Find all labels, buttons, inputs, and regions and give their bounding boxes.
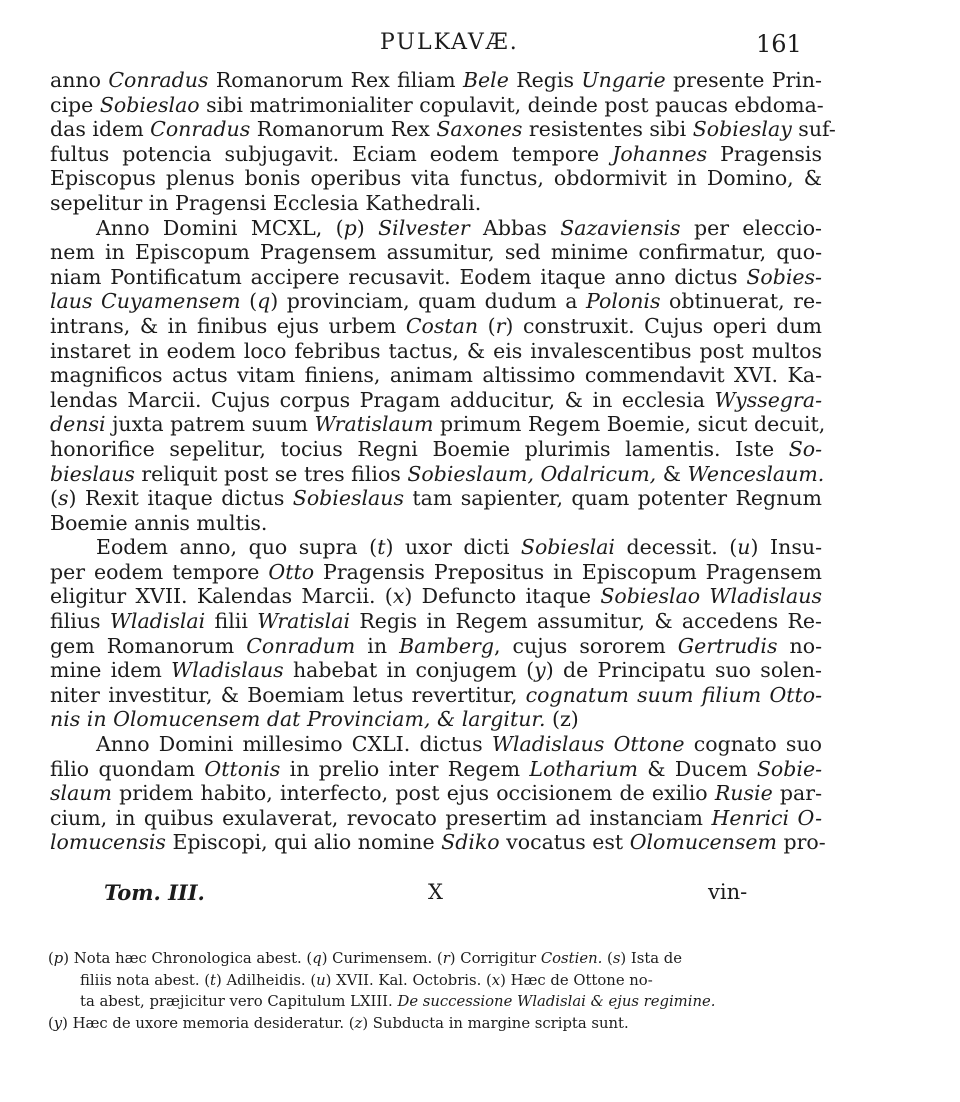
text-line-segment: So- [788,436,822,461]
text-line-segment: Sobieslao Wladislaus [600,584,822,609]
text-line-segment: cipe [50,92,100,117]
text-line-segment: Episcopi, qui alio nomine [165,830,442,855]
text-line-segment: & [656,461,688,486]
text-line-segment: lendas Marcii. Cujus corpus Pragam adducitur, & in ecclesia [50,387,715,412]
text-line-segment: in prelio inter Regem [280,756,530,781]
text-line-segment: mine idem [50,658,172,683]
text-line [50,142,822,167]
text-line-segment: Ottonis [204,756,281,781]
text-line-segment: ) Rexit itaque dictus [68,486,293,511]
text-line-segment: Wladislaus Ottone [491,732,685,757]
text-line [50,289,822,314]
text-line-segment: Episcopus plenus bonis operibus vita functus, obdormivit in Domino, & [50,166,822,191]
footnote-line-segment: q [312,950,322,967]
text-line [50,412,826,437]
signature-mark: X [428,880,443,904]
text-line-segment: Sazaviensis [560,215,681,240]
footnote-line-segment: ( [602,950,613,967]
footnote-line-segment: ( [48,950,54,967]
text-line-segment: Pragensis Prepositus in Episcopum Pragensem [314,559,822,584]
text-line-segment: presente Prin- [665,68,822,92]
text-line-segment: cognatum suum filium Otto- [525,682,822,707]
text-line-segment: Romanorum Rex filiam [208,68,463,92]
text-line-segment: Ungarie [581,68,666,92]
text-line-segment: Sobieslao [99,92,200,117]
text-line-segment: anno [50,68,109,92]
footnote-line-segment: filiis nota abest. ( [80,971,211,989]
text-line-segment: Wladislai [109,609,206,634]
footnote-line-segment: ta abest, præjicitur vero Capitulum LXIII. [80,993,398,1011]
text-line [50,216,822,241]
text-line [50,68,822,93]
text-line [50,166,822,191]
text-line-segment: Wyssegra- [714,387,822,412]
footnote-line-segment: p [53,950,64,967]
footnote-line [48,991,792,1013]
text-line-segment: nis in Olomucensem dat Provinciam, & largitur. [50,707,546,732]
text-line [50,93,822,118]
text-line-segment: Anno Domini MCXL, ( [96,215,344,240]
footnote-line-segment: ) Corrigitur [449,950,541,967]
text-line-segment: honorifice sepelitur, tocius Regni Boemie plurimis lamentis. Iste [50,436,789,461]
text-line-segment: niam Pontificatum accipere recusavit. Eodem itaque anno dictus [50,264,747,289]
text-line-segment: sibi matrimonialiter copulavit, deinde post paucas ebdoma- [199,92,824,117]
text-line-segment: laus Cuyamensem [50,289,241,314]
text-line-segment: densi [50,412,106,437]
text-line-segment: bieslaus [50,461,135,486]
text-line-segment: sepelitur in Pragensi Ecclesia Kathedrali. [50,190,482,215]
text-line [50,117,836,142]
footnote-line-segment: De successione Wladislai & ejus regimine. [397,993,716,1011]
text-line-segment: Sobieslaus [292,486,404,511]
text-line-segment: r [495,313,506,338]
text-line-segment: Henrici O- [711,805,822,830]
text-line-segment: tam sapienter, quam potenter Regnum [404,486,822,511]
text-line-segment: Gertrudis [677,633,778,658]
text-line [50,437,822,462]
text-line [50,240,822,265]
text-line-segment: lomucensis [50,830,166,855]
text-line-segment: & Ducem [637,756,757,781]
text-line-segment: filius [50,609,110,634]
footnote-line-segment: ) Ista de [620,950,683,967]
text-line-segment: Conradus [108,68,209,92]
text-line-segment: p [343,215,357,240]
text-line-segment: ) Insu- [750,535,822,560]
text-line-segment: q [257,289,271,314]
footnote-line-segment: ) Nota hæc Chronologica abest. ( [63,950,313,967]
text-line-segment: gem Romanorum [50,633,247,658]
text-line-segment: Wratislai [257,609,351,634]
text-line [50,830,826,855]
text-line-segment: pridem habito, interfecto, post ejus occisionem de exilio [111,781,715,806]
text-line-segment: ) provinciam, quam dudum a [270,289,587,314]
footnote-line-segment: u [316,971,326,989]
main-text [50,68,836,855]
text-line-segment: Conradum [246,633,356,658]
text-line-segment: Lotharium [529,756,638,781]
text-line [50,806,822,831]
page-header [0,28,960,68]
text-line-segment: u [737,535,751,560]
text-line-segment: ) uxor dicti [385,535,521,560]
footnote-line-segment: z [354,1014,363,1032]
text-line-segment: t [377,535,386,560]
text-line [50,314,822,339]
footnote-line-segment: ( [48,1014,54,1032]
text-line-segment: intrans, & in finibus ejus urbem [50,313,406,338]
text-line-segment: Sobieslai [520,535,615,560]
text-line-segment: s [58,486,69,511]
text-line [50,707,822,732]
text-line-segment: filii [205,609,258,634]
text-line-segment: Sobies- [746,264,822,289]
text-line [50,265,822,290]
page-number: 161 [756,30,802,58]
text-line-segment: x [392,584,405,609]
text-line [50,363,822,388]
text-line-segment: Sobie- [756,756,822,781]
text-line [50,683,822,708]
text-line-segment: Sobieslay [692,117,792,142]
text-line-segment: per eodem tempore [50,559,269,584]
text-line-segment: per eleccio- [680,215,822,240]
text-line-segment: in [355,633,400,658]
text-line-segment: cium, in quibus exulaverat, revocato presertim ad instanciam [50,805,712,830]
text-line-segment: Wenceslaum. [687,461,825,486]
text-line-segment: Conradus [150,117,251,142]
text-line-segment: Saxones [436,117,523,142]
text-line-segment: Wladislaus [171,658,284,683]
text-line-segment: Bele [462,68,509,92]
text-line [50,732,822,757]
text-line-segment: y [534,658,546,683]
text-line-segment: no- [777,633,823,658]
text-line-segment: ) construxit. Cujus operi dum [505,313,822,338]
text-line [50,535,822,560]
footnote-line [48,948,792,970]
text-line-segment: decessit. ( [614,535,738,560]
text-line-segment: ( [50,486,58,511]
text-line-segment: primum Regem Boemie, sicut decuit, [433,412,826,437]
text-line [50,486,822,511]
text-line-segment: niter investitur, & Boemiam letus revertitur, [50,682,526,707]
text-line-segment: Sdiko [441,830,500,855]
text-line-segment: Silvester [378,215,470,240]
text-line [50,339,822,364]
text-line-segment: Anno Domini millesimo CXLI. dictus [96,732,492,757]
text-line-segment: slaum [50,781,112,806]
text-line-segment: eligitur XVII. Kalendas Marcii. ( [50,584,393,609]
text-line-segment: ( [478,313,496,338]
footnote-line-segment: ) Hæc de Ottone no- [500,971,653,989]
footnote-line-segment: s [612,950,621,967]
text-line-segment: Boemie annis multis. [50,510,268,535]
text-line-segment: das idem [50,117,151,142]
text-line [50,191,822,216]
text-line-segment: Regis [508,68,582,92]
text-line-segment: Johannes [612,141,708,166]
footnote-line-segment: Costien. [540,950,603,967]
text-line-segment: ) [356,215,379,240]
text-line-segment: Olomucensem [629,830,777,855]
text-line-segment: obtinuerat, re- [660,289,823,314]
text-line-segment: juxta patrem suum [105,412,315,437]
footnote-line-segment: ) Subducta in margine scripta sunt. [362,1014,629,1032]
footnote-line-segment: t [210,971,216,989]
text-line [50,511,822,536]
text-line-segment: (z) [545,707,579,732]
text-line-segment: suf- [791,117,836,142]
volume-marker: Tom. III. [104,880,205,905]
text-line-segment: reliquit post se tres filios [134,461,408,486]
text-line-segment: Otto [268,559,315,584]
text-line-segment: Eodem anno, quo supra ( [96,535,378,560]
text-line-segment: ) de Principatu suo solen- [545,658,822,683]
footnotes [48,948,792,1034]
catchword: vin- [708,880,748,904]
text-line-segment: nem in Episcopum Pragensem assumitur, sed minime confirmatur, quo- [50,240,822,265]
text-line-segment: Polonis [586,289,661,314]
running-title: PULKAVÆ. [380,30,519,55]
footnote-line-segment: r [442,950,450,967]
footnote-line-segment: ) XVII. Kal. Octobris. ( [325,971,492,989]
text-line-segment: par- [772,781,822,806]
text-line-segment: filio quondam [50,756,205,781]
text-line [50,634,822,659]
footnote-line-segment: y [53,1014,63,1032]
footnote-line-segment: ) Hæc de uxore memoria desideratur. ( [62,1014,355,1032]
text-line [50,781,822,806]
footnote-line [48,1013,792,1035]
text-line-segment: magnificos actus vitam finiens, animam altissimo commendavit XVI. Ka- [50,363,822,388]
text-line-segment: fultus potencia subjugavit. Eciam eodem tempore [50,141,613,166]
text-line-segment: cognato suo [684,732,822,757]
text-line-segment: Romanorum Rex [250,117,437,142]
text-line-segment: habebat in conjugem ( [283,658,535,683]
text-line [50,388,822,413]
text-line-segment: Wratislaum [314,412,434,437]
text-line-segment: pro- [776,830,826,855]
text-line [50,560,822,585]
text-line-segment: Costan [405,313,479,338]
text-line-segment: Abbas [469,215,561,240]
text-line-segment: , cujus sororem [493,633,678,658]
text-line-segment: resistentes sibi [522,117,693,142]
text-line [50,658,822,683]
text-line [50,609,822,634]
text-line-segment: Sobieslaum, Odalricum, [407,461,657,486]
text-line [50,461,825,487]
text-line-segment: Bamberg [399,633,494,658]
text-line-segment: Rusie [714,781,773,806]
footnote-line-segment: ) Adilheidis. ( [216,971,317,989]
footnote-line [48,970,792,992]
text-line-segment: Regis in Regem assumitur, & accedens Re- [350,609,822,634]
text-line [50,584,822,609]
text-line [50,757,822,782]
footnote-line-segment: x [491,971,501,989]
footnote-line-segment: ) Curimensem. ( [321,950,443,967]
text-line-segment: ( [240,289,258,314]
text-line-segment: ) Defuncto itaque [404,584,601,609]
text-line-segment: Pragensis [707,141,822,166]
text-line-segment: instaret in eodem loco febribus tactus, & eis invalescentibus post multos [50,338,822,363]
text-line-segment: vocatus est [499,830,630,855]
